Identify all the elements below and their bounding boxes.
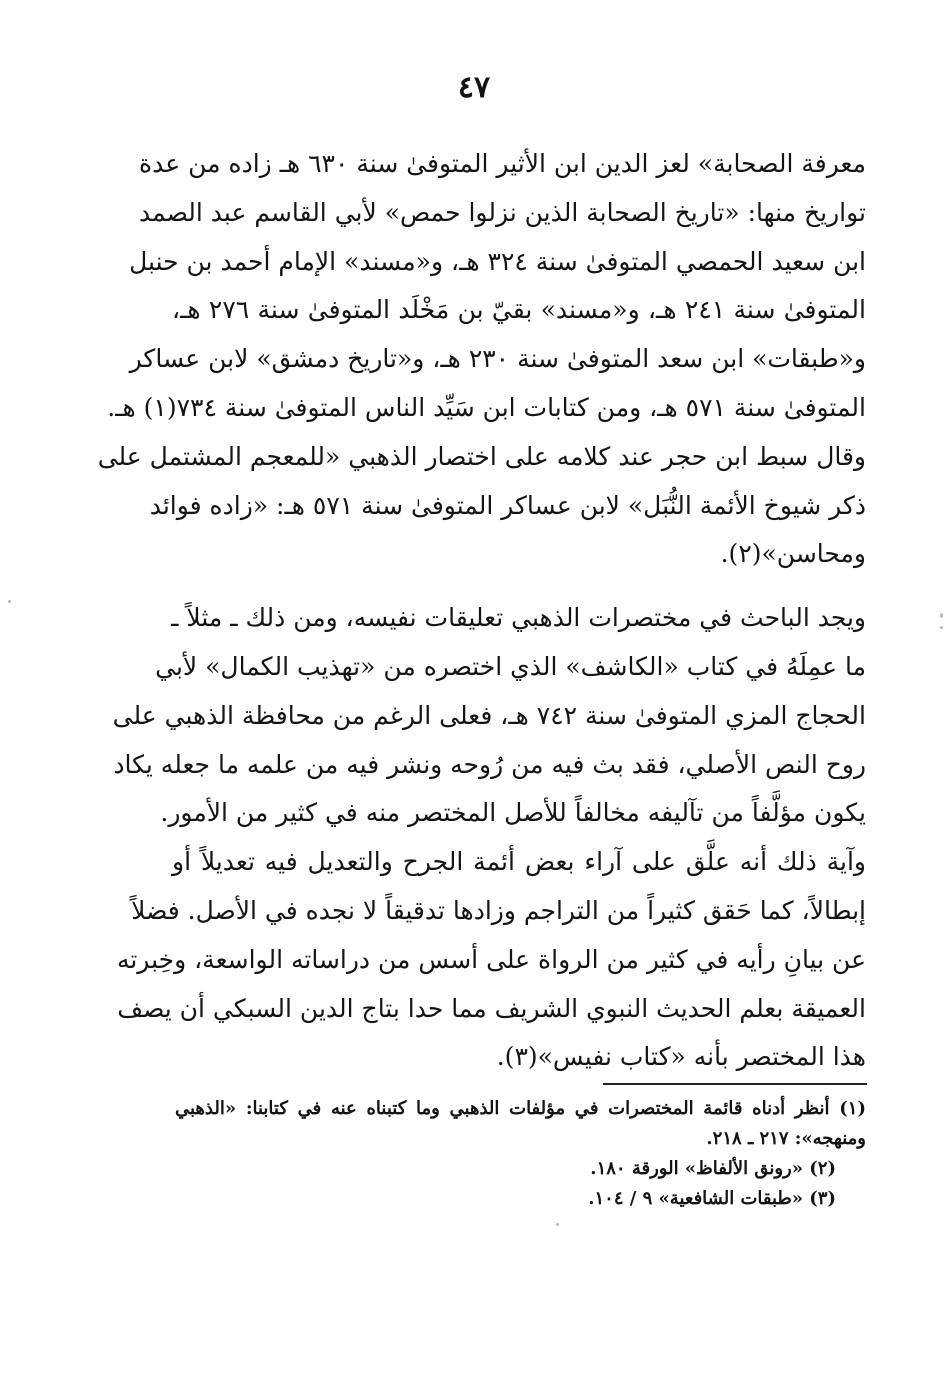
text-line: العميقة بعلم الحديث النبوي الشريف مما حدا بتاج الدين السبكي أن يصف [117,993,866,1023]
text-line: ابن سعيد الحمصي المتوفىٰ سنة ٣٢٤ هـ، و«مسند» الإمام أحمد بن حنبل [129,246,866,276]
footnote-1: (١) أنظر أدناه قائمة المختصرات في مؤلفات الذهبي وما كتبناه عنه في كتابنا: «الذهبي [175,1098,866,1119]
footnote-1-continued: ومنهجه»: ٢١٧ ـ ٢١٨. [706,1128,866,1149]
paragraph-2 [97,433,866,579]
paragraph-gap [172,579,866,594]
text-line: ما عمِلَهُ في كتاب «الكاشف» الذي اختصره من «تهذيب الكمال» لأبي [155,651,866,681]
footnote-2: (٢) «رونق الألفاظ» الورقة ١٨٠. [590,1158,836,1179]
paragraph-4 [116,838,866,1082]
footnote-divider [603,1083,867,1085]
footnotes [175,1094,866,1214]
text-line: هذا المختصر بأنه «كتاب نفيس»(٣). [496,1042,866,1072]
scan-speck [940,626,943,629]
text-line: و«طبقات» ابن سعد المتوفىٰ سنة ٢٣٠ هـ، و«تاريخ دمشق» لابن عساكر [129,344,866,374]
scan-speck [556,1223,559,1226]
scan-speck [8,600,11,603]
text-line: معرفة الصحابة» لعز الدين ابن الأثير المتوفىٰ سنة ٦٣٠ هـ زاده من عدة [139,149,866,178]
footnote-3: (٣) «طبقات الشافعية» ٩ / ١٠٤. [588,1188,836,1209]
text-line: ومحاسن»(٢). [720,539,866,569]
text-line: عن بيانِ رأيه في كثير من الرواة على أسس من دراساته الواسعة، وخِبرته [116,944,866,974]
text-line: روح النص الأصلي، فقد بث فيه من رُوحه ونشر فيه من علمه ما جعله يكاد [113,749,866,779]
text-line: المتوفىٰ سنة ٢٤١ هـ، و«مسند» بقيّ بن مَخْلَد المتوفىٰ سنة ٢٧٦ هـ، [172,295,866,325]
text-line: يكون مؤلَّفاً من تآليفه مخالفاً للأصل المختصر منه في كثير من الأمور. [160,798,866,828]
text-line: وقال سبط ابن حجر عند كلامه على اختصار الذهبي «للمعجم المشتمل على [97,441,866,471]
text-line: تواريخ منها: «تاريخ الصحابة الذين نزلوا حمص» لأبي القاسم عبد الصمد [139,197,866,227]
text-line: ذكر شيوخ الأئمة النُّبَل» لابن عساكر المتوفىٰ سنة ٥٧١ هـ: «زاده فوائد [149,490,866,520]
text-line: الحجاج المزي المتوفىٰ سنة ٧٤٢ هـ، فعلى الرغم من محافظة الذهبي على [112,700,866,730]
text-line: وآية ذلك أنه علَّق على آراء بعض أئمة الجرح والتعديل فيه تعديلاً أو [172,847,866,877]
text-line: المتوفىٰ سنة ٥٧١ هـ، ومن كتابات ابن سَيِّد الناس المتوفىٰ سنة ٧٣٤(١) هـ. [107,392,866,422]
page-number: ٤٧ [457,70,491,105]
text-line: إبطالاً، كما حَقق كثيراً من التراجم وزادها تدقيقاً لا نجده في الأصل. فضلاً [131,895,866,925]
scan-speck [940,613,943,618]
paragraph-1 [107,140,866,433]
paragraph-3 [112,594,866,838]
main-text [97,140,866,1082]
text-line: ويجد الباحث في مختصرات الذهبي تعليقات نفيسه، ومن ذلك ـ مثلاً ـ [171,603,866,633]
